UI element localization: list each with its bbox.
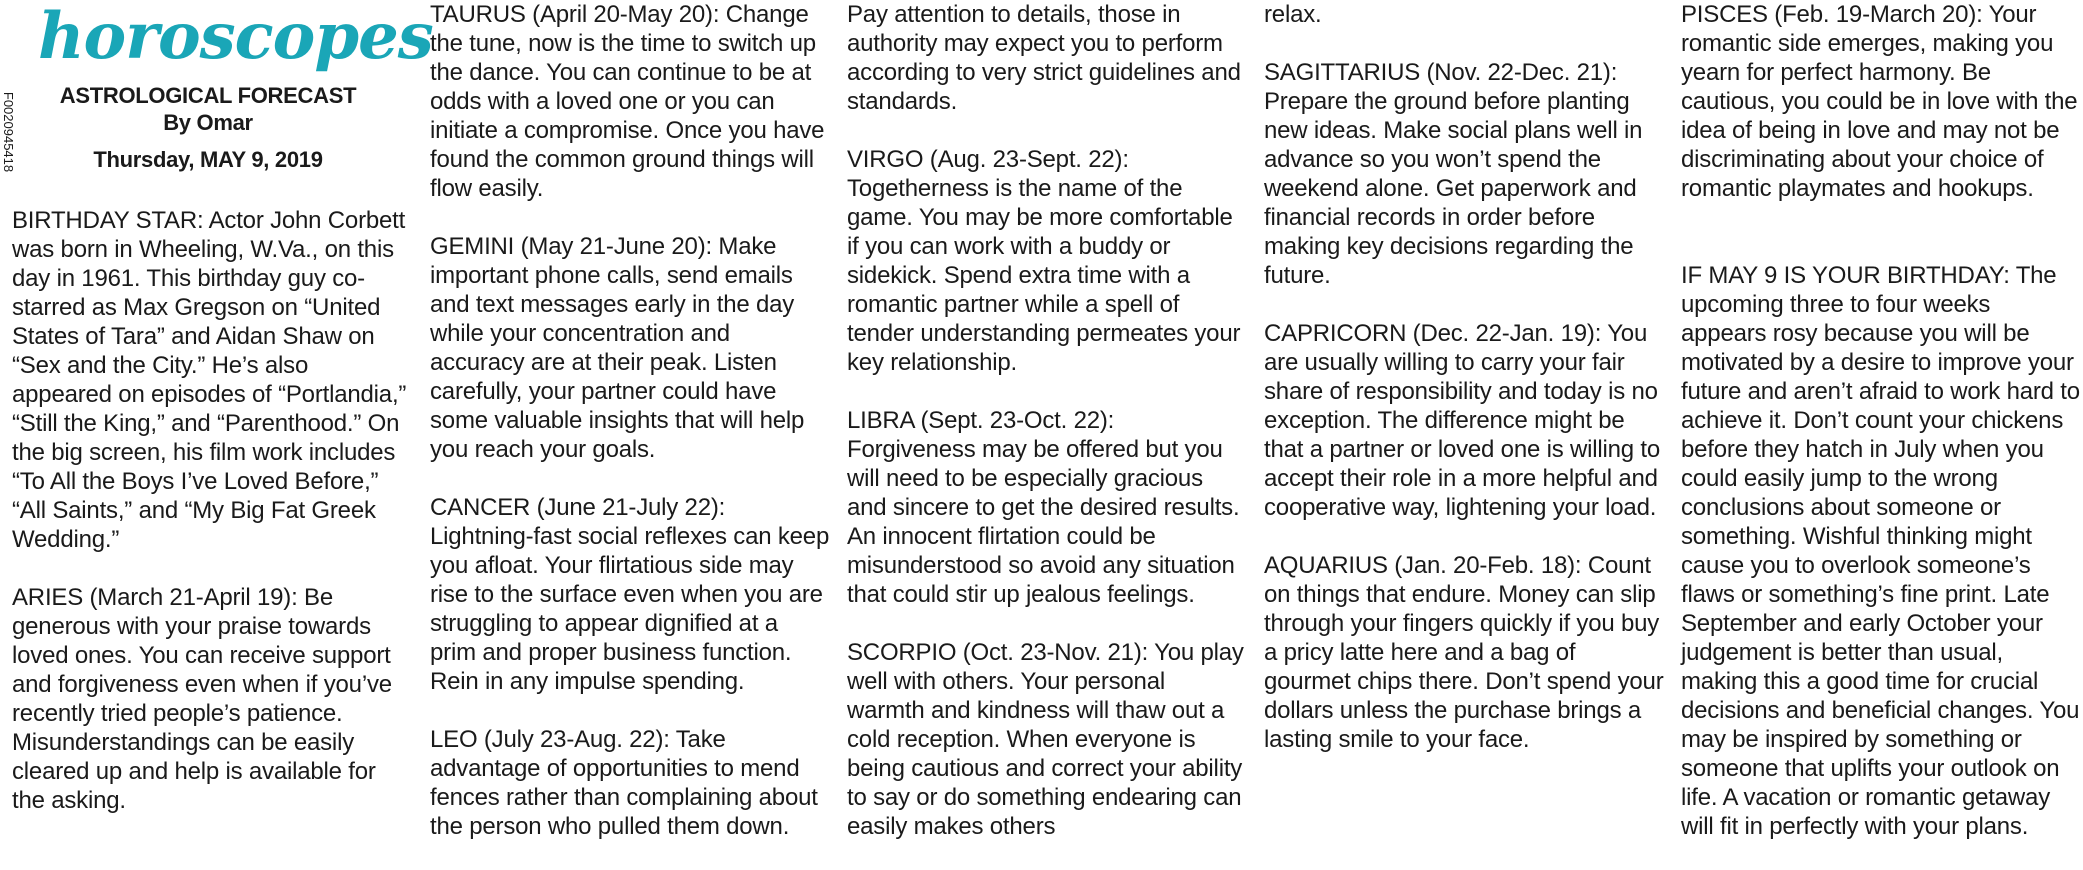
dateline: Thursday, MAY 9, 2019 (93, 147, 323, 172)
gemini-paragraph: GEMINI (May 21-June 20): Make important phone calls, send emails and text messages early in the day while your concentration and accuracy are at their peak. Listen carefully, your partner could have some valuable insights that will help you reach your goals. (430, 233, 805, 463)
leo-paragraph: LEO (July 23-Aug. 22): Take advantage of opportunities to mend fences rather than complaining about the person who pulled them down. (430, 726, 818, 840)
scorpio-paragraph: SCORPIO (Oct. 23-Nov. 21): You play well with others. Your personal warmth and kindness will thaw out a cold reception. When everyone is being cautious and correct your ability to say or do something endearing can easily makes others (847, 639, 1244, 840)
taurus-paragraph: TAURUS (April 20-May 20): Change the tune, now is the time to switch up the dance. You can continue to be at odds with a loved one or you can initiate a compromise. Once you have found the common ground things will flow easily. (430, 1, 825, 202)
birthday-star-paragraph: BIRTHDAY STAR: Actor John Corbett was born in Wheeling, W.Va., on this day in 1961. This birthday guy co-starred as Max Gregson on “United States of Tara” and Aidan Shaw on “Sex and the City.” He’s also appeared on episodes of “Portlandia,” “Still the King,” and “Parenthood.” On the big screen, his film work includes “To All the Boys I’ve Loved Before,” “All Saints,” and “My Big Fat Greek Wedding.” (12, 207, 407, 553)
aries-paragraph: ARIES (March 21-April 19): Be generous with your praise towards loved ones. You can receive support and forgiveness even when if you’ve recently tried people’s patience. Misunderstandings can be easily cleared up and help is available for the asking. (12, 584, 392, 814)
section-title: horoscopes (38, 0, 433, 74)
aquarius-paragraph: AQUARIUS (Jan. 20-Feb. 18): Count on things that endure. Money can slip through your fingers quickly if you buy a pricy latte here and a bag of gourmet chips there. Don’t spend your dollars unless the purchase brings a lasting smile to your face. (1264, 552, 1664, 753)
column-1 (12, 0, 433, 844)
document-id-label: F0020945418 (1, 91, 16, 173)
forecast-label: ASTROLOGICAL FORECAST (59, 83, 357, 108)
cancer-paragraph: CANCER (June 21-July 22): Lightning-fast social reflexes can keep you afloat. Your flirtatious side may rise to the surface even when you are struggling to appear dignified at a prim and proper business function. Rein in any impulse spending. (430, 494, 830, 695)
scorpio-continued-paragraph: relax. (1264, 1, 1322, 28)
libra-paragraph: LIBRA (Sept. 23-Oct. 22): Forgiveness may be offered but you will need to be especially gracious and sincere to get the desired results. An innocent flirtation could be misunderstood so avoid any situation that could stir up jealous feelings. (847, 407, 1240, 608)
column-4 (1264, 0, 1664, 783)
virgo-paragraph: VIRGO (Aug. 23-Sept. 22): Togetherness is the name of the game. You may be more comfortable if you can work with a buddy or sidekick. Spend extra time with a romantic partner while a spell of tender understanding permeates your key relationship. (847, 146, 1241, 376)
sagittarius-paragraph: SAGITTARIUS (Nov. 22-Dec. 21): Prepare the ground before planting new ideas. Make social plans well in advance so you won’t spend the weekend alone. Get paperwork and financial records in order before making key decisions regarding the future. (1264, 59, 1643, 289)
birthday-forecast-paragraph: IF MAY 9 IS YOUR BIRTHDAY: The upcoming three to four weeks appears rosy because you will be motivated by a desire to improve your future and aren’t afraid to work hard to achieve it. Don’t count your chickens before they hatch in July when you could easily jump to the wrong conclusions about someone or something. Wishful thinking might cause you to overlook someone’s flaws or something’s fine print. Late September and early October your judgement is better than usual, making this a good time for crucial decisions and beneficial changes. You may be inspired by something or someone that uplifts your outlook on life. A vacation or romantic getaway will fit in perfectly with your plans. (1681, 262, 2080, 840)
column-5 (1681, 0, 2081, 870)
byline: By Omar (163, 110, 253, 135)
leo-continued-paragraph: Pay attention to details, those in authority may expect you to perform according to very strict guidelines and standards. (847, 1, 1241, 115)
column-3 (847, 0, 1247, 870)
pisces-paragraph: PISCES (Feb. 19-March 20): Your romantic side emerges, making you yearn for perfect harmony. Be cautious, you could be in love with the idea of being in love and may not be discriminating about your choice of romantic playmates and hookups. (1681, 1, 2078, 202)
column-2 (430, 0, 830, 870)
capricorn-paragraph: CAPRICORN (Dec. 22-Jan. 19): You are usually willing to carry your fair share of responsibility and today is no exception. The difference might be that a partner or loved one is willing to accept their role in a more helpful and cooperative way, lightening your load. (1264, 320, 1661, 521)
